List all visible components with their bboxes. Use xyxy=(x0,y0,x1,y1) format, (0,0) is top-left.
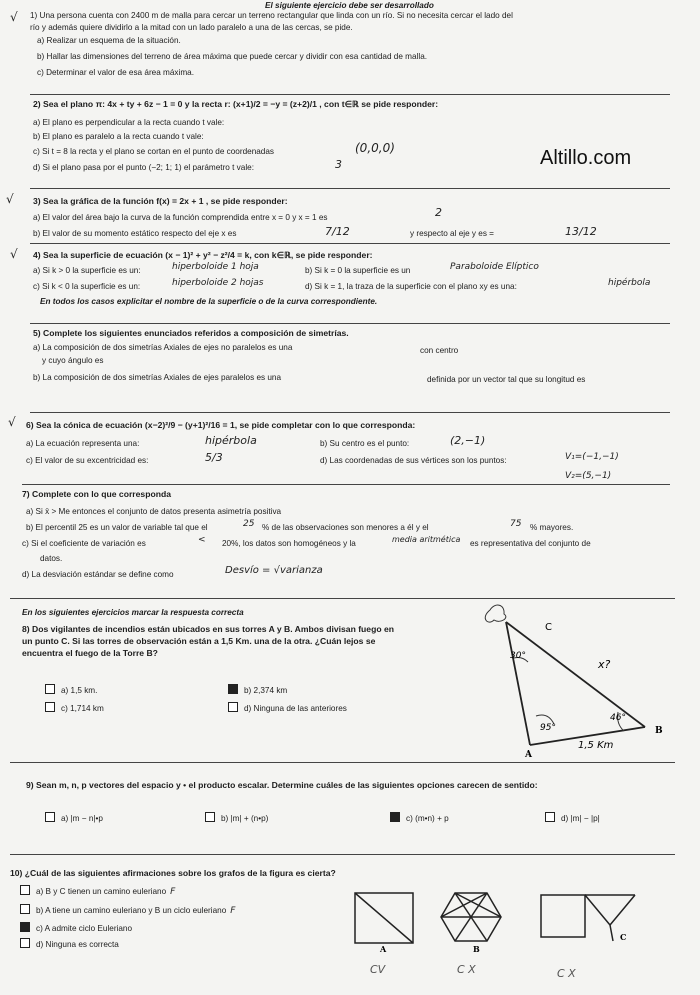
q8-option-c[interactable] xyxy=(45,702,104,714)
q7-answer-c1: < xyxy=(198,535,206,545)
check-mark: √ xyxy=(10,10,18,24)
q3-item-b: b) El valor de su momento estático respecto del eje x es xyxy=(33,229,237,238)
divider xyxy=(10,762,675,763)
q3-answer-a: 2 xyxy=(435,206,442,219)
q8-option-b[interactable] xyxy=(228,684,287,696)
q6-item-d: d) Las coordenadas de sus vértices son los puntos: xyxy=(320,456,507,465)
checkbox-checked[interactable] xyxy=(228,684,238,694)
q7-item-b3: % mayores. xyxy=(530,523,574,532)
option-label: b) |m| + (n•p) xyxy=(221,814,269,823)
q6-item-c: c) El valor de su excentricidad es: xyxy=(26,456,149,465)
graph-b xyxy=(441,893,501,941)
q6-answer-b: (2,−1) xyxy=(450,434,486,447)
q6-item-b: b) Su centro es el punto: xyxy=(320,439,410,448)
q4-item-d: d) Si k = 1, la traza de la superficie con el plano xy es una: xyxy=(305,282,517,291)
option-label: a) |m − n|•p xyxy=(61,814,103,823)
side-cb xyxy=(506,622,645,727)
divider xyxy=(30,94,670,95)
checkbox[interactable] xyxy=(205,812,215,822)
unknown-x: x? xyxy=(598,658,611,671)
q7-text: 7) Complete con lo que corresponda xyxy=(22,489,171,499)
check-mark: √ xyxy=(6,192,14,206)
q5-item-b2: definida por un vector tal que su longitud es xyxy=(427,375,586,384)
checkbox[interactable] xyxy=(45,684,55,694)
checkbox[interactable] xyxy=(45,702,55,712)
q9-option-b[interactable] xyxy=(205,812,268,824)
angle-b: 46° xyxy=(610,713,626,723)
q2-item-a: a) El plano es perpendicular a la recta cuando t vale: xyxy=(33,118,225,127)
option-label: d) |m| − |p| xyxy=(561,814,600,823)
q1-text-2: río y además quiere dividirlo a la mitad con un lado paralelo a una de las cercas, se pide. xyxy=(30,23,353,32)
q2-answer-d: 3 xyxy=(335,158,342,171)
checkbox[interactable] xyxy=(20,885,30,895)
hand-note: C X xyxy=(557,967,576,980)
option-label: d) Ninguna de las anteriores xyxy=(244,704,347,713)
option-label: c) (m•n) + p xyxy=(406,814,449,823)
divider xyxy=(10,854,675,855)
label-b: B xyxy=(655,726,663,736)
angle-c: 30° xyxy=(510,651,526,661)
option-label: d) Ninguna es correcta xyxy=(36,940,119,949)
q4-text: 4) Sea la superficie de ecuación (x − 1)² + y² − z²/4 = k, con k∈ℝ, se pide responder: xyxy=(33,250,373,260)
graph-b-label: B xyxy=(473,944,480,954)
divider xyxy=(10,598,675,599)
q4-answer-b: Paraboloide Elíptico xyxy=(450,262,539,272)
q6-text: 6) Sea la cónica de ecuación (x−2)²/9 − (y+1)²/16 = 1, se pide completar con lo que corresponda: xyxy=(26,420,416,430)
option-label: b) 2,374 km xyxy=(244,686,288,695)
q8-text-3: encuentra el fuego de la Torre B? xyxy=(22,648,158,658)
q4-item-a: a) Si k > 0 la superficie es un: xyxy=(33,266,141,275)
q3-item-b2: y respecto al eje y es = xyxy=(410,229,494,238)
q1-item-b: b) Hallar las dimensiones del terreno de área máxima que puede cercar y dividir con esa cantidad de malla. xyxy=(37,52,428,61)
q8-text-2: un punto C. Si las torres de observación están a 1,5 Km. una de la otra. ¿Cuán lejos se xyxy=(22,636,376,646)
check-mark: √ xyxy=(10,247,18,261)
q5-item-a3: y cuyo ángulo es xyxy=(42,356,104,365)
q10-option-b[interactable] xyxy=(20,904,235,917)
triangle-figure xyxy=(470,600,680,760)
graph-a xyxy=(355,893,413,943)
q2-item-d: d) Si el plano pasa por el punto (−2; 1; 1) el parámetro t vale: xyxy=(33,163,254,172)
checkbox[interactable] xyxy=(20,938,30,948)
q7-item-c1: c) Si el coeficiente de variación es xyxy=(22,539,146,548)
q10-text: 10) ¿Cuál de las siguientes afirmaciones sobre los grafos de la figura es cierta? xyxy=(10,868,336,878)
option-label: c) A admite ciclo Euleriano xyxy=(36,924,133,933)
checkbox[interactable] xyxy=(545,812,555,822)
q3-answer-b: 7/12 xyxy=(325,225,350,238)
q7-item-d: d) La desviación estándar se define como xyxy=(22,570,174,579)
divider xyxy=(22,484,670,485)
q1-item-c: c) Determinar el valor de esa área máxima. xyxy=(37,68,194,77)
q5-item-a2: con centro xyxy=(420,346,459,355)
label-c: C xyxy=(545,622,552,633)
q2-text: 2) Sea el plano π: 4x + ty + 6z − 1 = 0 y la recta r: (x+1)/2 = −y = (z+2)/1 , con t∈ℝ se pide responder: xyxy=(33,99,439,109)
checkbox-checked[interactable] xyxy=(20,922,30,932)
checkbox[interactable] xyxy=(228,702,238,712)
q6-answer-d1: V₁=(−1,−1) xyxy=(565,452,619,462)
q4-item-c: c) Si k < 0 la superficie es un: xyxy=(33,282,141,291)
q6-answer-a: hipérbola xyxy=(205,434,257,447)
section-title: En los siguientes ejercicios marcar la respuesta correcta xyxy=(22,608,244,617)
q3-item-a: a) El valor del área bajo la curva de la función comprendida entre x = 0 y x = 1 es xyxy=(33,213,328,222)
option-label: a) 1,5 km. xyxy=(61,686,98,695)
graph-c-label: C xyxy=(620,932,627,942)
side-label: 1,5 Km xyxy=(578,740,614,751)
q5-item-a1: a) La composición de dos simetrías Axiales de ejes no paralelos es una xyxy=(33,343,293,352)
q4-answer-c: hiperboloide 2 hojas xyxy=(172,278,264,288)
q4-answer-a: hiperboloide 1 hoja xyxy=(172,262,259,272)
q8-text-1: 8) Dos vigilantes de incendios están ubicados en sus torres A y B. Ambos divisan fuego en xyxy=(22,624,395,634)
q5-text: 5) Complete los siguientes enunciados referidos a composición de simetrías. xyxy=(33,328,349,338)
q6-item-a: a) La ecuación representa una: xyxy=(26,439,140,448)
mark-f: F xyxy=(170,887,176,897)
label-a: A xyxy=(525,750,532,760)
mark-f: F xyxy=(230,906,236,916)
q4-item-b: b) Si k = 0 la superficie es un xyxy=(305,266,411,275)
q10-option-d[interactable] xyxy=(20,938,119,950)
hand-note: CV xyxy=(370,963,386,976)
fire-icon xyxy=(485,605,506,622)
graphs-figure xyxy=(345,885,685,990)
checkbox[interactable] xyxy=(45,812,55,822)
q7-answer-b1: 25 xyxy=(243,519,255,529)
q8-option-d[interactable] xyxy=(228,702,347,714)
q7-item-c4: datos. xyxy=(40,554,63,563)
q1-text-1: 1) Una persona cuenta con 2400 m de malla para cercar un terreno rectangular que linda con un río. Si no necesita cercar el lado del xyxy=(30,11,513,20)
divider xyxy=(30,243,670,244)
q7-item-b1: b) El percentil 25 es un valor de variable tal que el xyxy=(26,523,208,532)
q9-option-c[interactable] xyxy=(390,812,449,824)
q7-item-c3: es representativa del conjunto de xyxy=(470,539,591,548)
q9-option-d[interactable] xyxy=(545,812,600,824)
option-label: c) 1,714 km xyxy=(61,704,104,713)
divider xyxy=(30,323,670,324)
q7-item-c2: 20%, los datos son homogéneos y la xyxy=(222,539,356,548)
divider xyxy=(30,412,670,413)
check-mark: √ xyxy=(8,415,16,429)
q8-option-a[interactable] xyxy=(45,684,97,696)
q6-answer-c: 5/3 xyxy=(205,451,223,464)
option-label: a) B y C tienen un camino euleriano xyxy=(36,887,167,896)
option-label: b) A tiene un camino euleriano y B un ciclo euleriano xyxy=(36,906,227,915)
q7-answer-c2: media aritmética xyxy=(392,535,461,544)
q7-answer-b2: 75 xyxy=(510,519,522,529)
q7-item-a: a) Si x̄ > Me entonces el conjunto de datos presenta asimetría positiva xyxy=(26,507,282,516)
q7-item-b2: % de las observaciones son menores a él y el xyxy=(262,523,429,532)
q10-option-c[interactable] xyxy=(20,922,132,934)
q5-item-b1: b) La composición de dos simetrías Axiales de ejes paralelos es una xyxy=(33,373,282,382)
q9-text: 9) Sean m, n, p vectores del espacio y • el producto escalar. Determine cuáles de las siguientes opciones carecen de sentido: xyxy=(26,780,538,790)
q7-answer-d: Desvío = √varianza xyxy=(225,565,323,576)
page-header: El siguiente ejercicio debe ser desarrollado xyxy=(265,1,434,10)
hand-note: C X xyxy=(457,963,476,976)
q2-item-c: c) Si t = 8 la recta y el plano se cortan en el punto de coordenadas xyxy=(33,147,274,156)
q6-answer-d2: V₂=(5,−1) xyxy=(565,471,612,481)
q2-answer-c: (0,0,0) xyxy=(355,141,395,155)
q4-note: En todos los casos explicitar el nombre de la superficie o de la curva correspondiente. xyxy=(40,297,378,306)
q4-answer-d: hipérbola xyxy=(608,278,651,288)
q10-option-a[interactable] xyxy=(20,885,175,898)
checkbox-checked[interactable] xyxy=(390,812,400,822)
angle-a: 95° xyxy=(540,723,556,733)
side-ca xyxy=(506,622,530,745)
q2-item-b: b) El plano es paralelo a la recta cuando t vale: xyxy=(33,132,204,141)
q3-text: 3) Sea la gráfica de la función f(x) = 2x + 1 , se pide responder: xyxy=(33,196,288,206)
q1-item-a: a) Realizar un esquema de la situación. xyxy=(37,36,181,45)
divider xyxy=(30,188,670,189)
q9-option-a[interactable] xyxy=(45,812,103,824)
graph-a-label: A xyxy=(380,944,387,954)
checkbox[interactable] xyxy=(20,904,30,914)
watermark: Altillo.com xyxy=(540,147,632,169)
q3-answer-b2: 13/12 xyxy=(565,225,597,238)
